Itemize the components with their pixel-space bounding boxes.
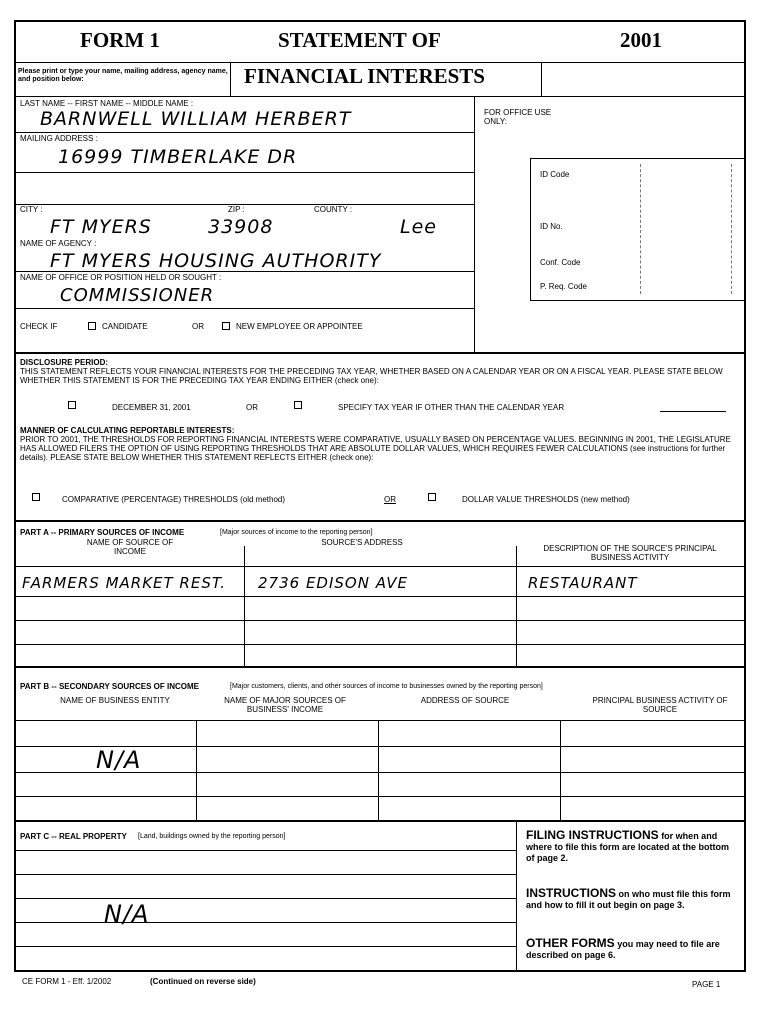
part-b-col-sources: NAME OF MAJOR SOURCES OF BUSINESS' INCOME [224,696,346,714]
disclosure-or-label: OR [246,403,258,412]
conf-code-label: Conf. Code [540,258,581,267]
instructions-block [526,888,738,911]
part-c-na[interactable]: N/A [104,900,150,928]
statement-title-2: FINANCIAL INTERESTS [244,64,485,88]
manner-or-label: OR [384,495,396,504]
city-label: CITY : [20,205,43,214]
zip-field[interactable]: 33908 [208,216,274,238]
filing-text: for when and where to file this form are located at the bottom of page 2. [526,831,730,863]
part-a-row1-address[interactable]: 2736 EDISON AVE [258,574,408,592]
office-field[interactable]: COMMISSIONER [60,285,215,306]
instr-text: on who must file this form and how to fill it out begin on page 3. [526,889,731,910]
candidate-label: CANDIDATE [102,322,148,331]
mailing-field[interactable]: 16999 TIMBERLAKE DR [58,146,298,168]
part-a-col-desc: DESCRIPTION OF THE SOURCE'S PRINCIPAL BUSINESS ACTIVITY [543,544,717,562]
footer-form-id: CE FORM 1 - Eff. 1/2002 [22,977,112,986]
disclosure-text: THIS STATEMENT REFLECTS YOUR FINANCIAL INTERESTS FOR THE PRECEDING TAX YEAR, WHETHER BASED ON A CALENDAR YEAR OR ON A FISCAL YEAR. PLEASE STATE BELOW WHETHER THIS STATEMENT IS FOR THE PRECEDING TAX YEAR ENDING EITHER (check one): [20,367,723,385]
part-b-col-entity: NAME OF BUSINESS ENTITY [60,696,170,705]
part-a-col-name: NAME OF SOURCE OF INCOME [86,538,174,556]
name-label: LAST NAME -- FIRST NAME -- MIDDLE NAME : [20,99,194,108]
dollar-label: DOLLAR VALUE THRESHOLDS (new method) [462,495,630,504]
county-field[interactable]: Lee [400,216,437,238]
part-a-title: PART A -- PRIMARY SOURCES OF INCOME [20,528,185,537]
form-title: FORM 1 [80,28,160,52]
statement-title-1: STATEMENT OF [278,28,441,52]
agency-label: NAME OF AGENCY : [20,239,97,248]
new-employee-checkbox[interactable] [222,322,230,330]
city-field[interactable]: FT MYERS [50,216,152,238]
check-if-label: CHECK IF [20,322,58,331]
manner-title: MANNER OF CALCULATING REPORTABLE INTERESTS: [20,426,235,435]
mailing-label: MAILING ADDRESS : [20,134,98,143]
dollar-checkbox[interactable] [428,493,436,501]
part-c-title: PART C -- REAL PROPERTY [20,832,127,841]
filing-head: FILING INSTRUCTIONS [526,828,659,842]
form-year: 2001 [620,28,662,52]
other-forms-block [526,938,738,961]
footer-page: PAGE 1 [692,980,721,989]
part-c-subtitle: [Land, buildings owned by the reporting person] [138,833,286,840]
part-a-row1-name[interactable]: FARMERS MARKET REST. [22,574,227,592]
disclosure-title: DISCLOSURE PERIOD: [20,358,109,367]
office-use-label: FOR OFFICE USE ONLY: [484,108,552,126]
part-b-col-activity: PRINCIPAL BUSINESS ACTIVITY OF SOURCE [592,696,728,714]
instr-head: INSTRUCTIONS [526,886,616,900]
received-stamp [640,164,732,294]
part-b-subtitle: [Major customers, clients, and other sources of income to businesses owned by the reporting person] [230,683,543,690]
part-b-na[interactable]: N/A [96,746,142,774]
part-a-col-address: SOURCE'S ADDRESS [321,538,403,547]
comparative-label: COMPARATIVE (PERCENTAGE) THRESHOLDS (old method) [62,495,286,504]
footer-continued: (Continued on reverse side) [150,977,256,986]
print-instruction: Please print or type your name, mailing address, agency name, and position below: [18,68,228,83]
p-req-code-label: P. Req. Code [540,282,587,291]
office-label: NAME OF OFFICE OR POSITION HELD OR SOUGHT : [20,273,222,282]
part-b-title: PART B -- SECONDARY SOURCES OF INCOME [20,682,199,691]
dec31-checkbox[interactable] [68,401,76,409]
new-employee-label: NEW EMPLOYEE OR APPOINTEE [236,322,363,331]
or-label: OR [192,322,204,331]
candidate-checkbox[interactable] [88,322,96,330]
part-a-row1-desc[interactable]: RESTAURANT [528,574,638,592]
id-no-label: ID No. [540,222,563,231]
part-a-subtitle: [Major sources of income to the reporting person] [220,529,373,536]
other-text: you may need to file are described on page 6. [526,939,720,960]
dec31-label: DECEMBER 31, 2001 [112,403,191,412]
name-field[interactable]: BARNWELL WILLIAM HERBERT [40,108,352,130]
other-year-checkbox[interactable] [294,401,302,409]
other-year-label: SPECIFY TAX YEAR IF OTHER THAN THE CALENDAR YEAR [338,403,565,412]
filing-instructions [526,830,738,864]
other-head: OTHER FORMS [526,936,615,950]
id-code-label: ID Code [540,170,570,179]
manner-text: PRIOR TO 2001, THE THRESHOLDS FOR REPORTING FINANCIAL INTERESTS WERE COMPARATIVE, USUALLY BASED ON PERCENTAGE VALUES. BEGINNING IN 2001, THE LEGISLATURE HAS ALLOWED FILERS THE OPTION OF USING REPORTING THRESHOLDS THAT ARE ABSOLUTE DOLLAR VALUES, WHICH REQUIRES FEWER CALCULATIONS (see instructions for further details). PLEASE STATE BELOW WHETHER THIS STATEMENT REFLECTS EITHER (check one): [20,435,731,462]
zip-label: ZIP : [228,205,245,214]
comparative-checkbox[interactable] [32,493,40,501]
agency-field[interactable]: FT MYERS HOUSING AUTHORITY [50,250,382,272]
county-label: COUNTY : [314,205,353,214]
part-b-col-address: ADDRESS OF SOURCE [420,696,510,705]
